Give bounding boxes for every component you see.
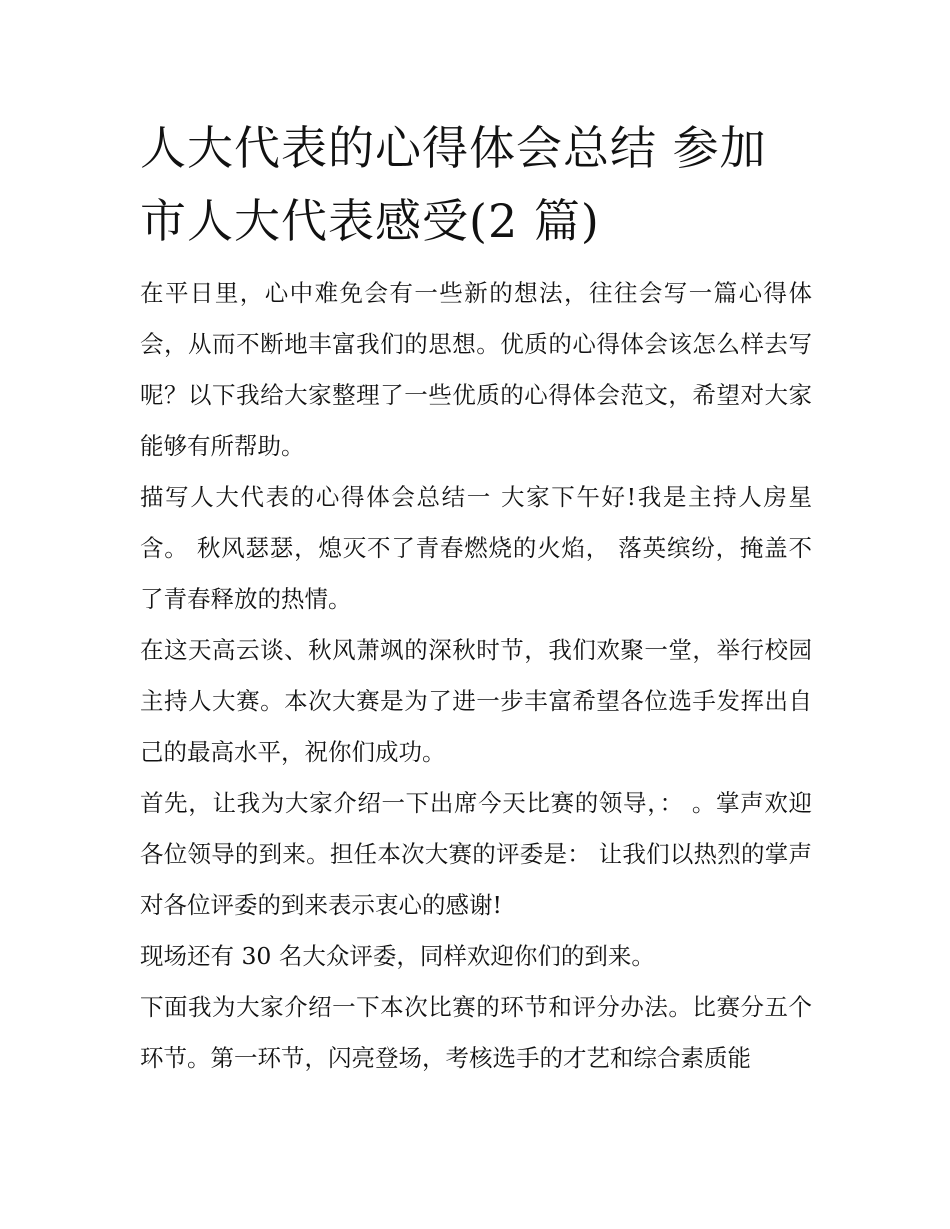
paragraph-opening: 描写人大代表的心得体会总结一 大家下午好!我是主持人房星含。 秋风瑟瑟，熄灭不了青春燃烧的火焰， 落英缤纷，掩盖不了青春释放的热情。 [140,483,812,613]
paragraph-leaders: 首先，让我为大家介绍一下出席今天比赛的领导，： 。掌声欢迎各位领导的到来。担任本次大赛的评委是： 让我们以热烈的掌声对各位评委的到来表示衷心的感谢! [140,789,812,919]
document-page [140,112,812,1084]
paragraph-public-judges: 现场还有 30 名大众评委，同样欢迎你们的到来。 [140,942,655,970]
document-title: 人大代表的心得体会总结 参加市人大代表感受(2 篇) [140,121,767,248]
paragraph-event: 在这天高云谈、秋风萧飒的深秋时节，我们欢聚一堂，举行校园主持人大赛。本次大赛是为了进一步丰富希望各位选手发挥出自己的最高水平，祝你们成功。 [140,636,812,766]
paragraph-intro: 在平日里，心中难免会有一些新的想法，往往会写一篇心得体会，从而不断地丰富我们的思想。优质的心得体会该怎么样去写呢？以下我给大家整理了一些优质的心得体会范文，希望对大家能够有所帮助。 [140,279,812,460]
paragraph-rules: 下面我为大家介绍一下本次比赛的环节和评分办法。比赛分五个环节。第一环节，闪亮登场，考核选手的才艺和综合素质能 [140,993,812,1072]
